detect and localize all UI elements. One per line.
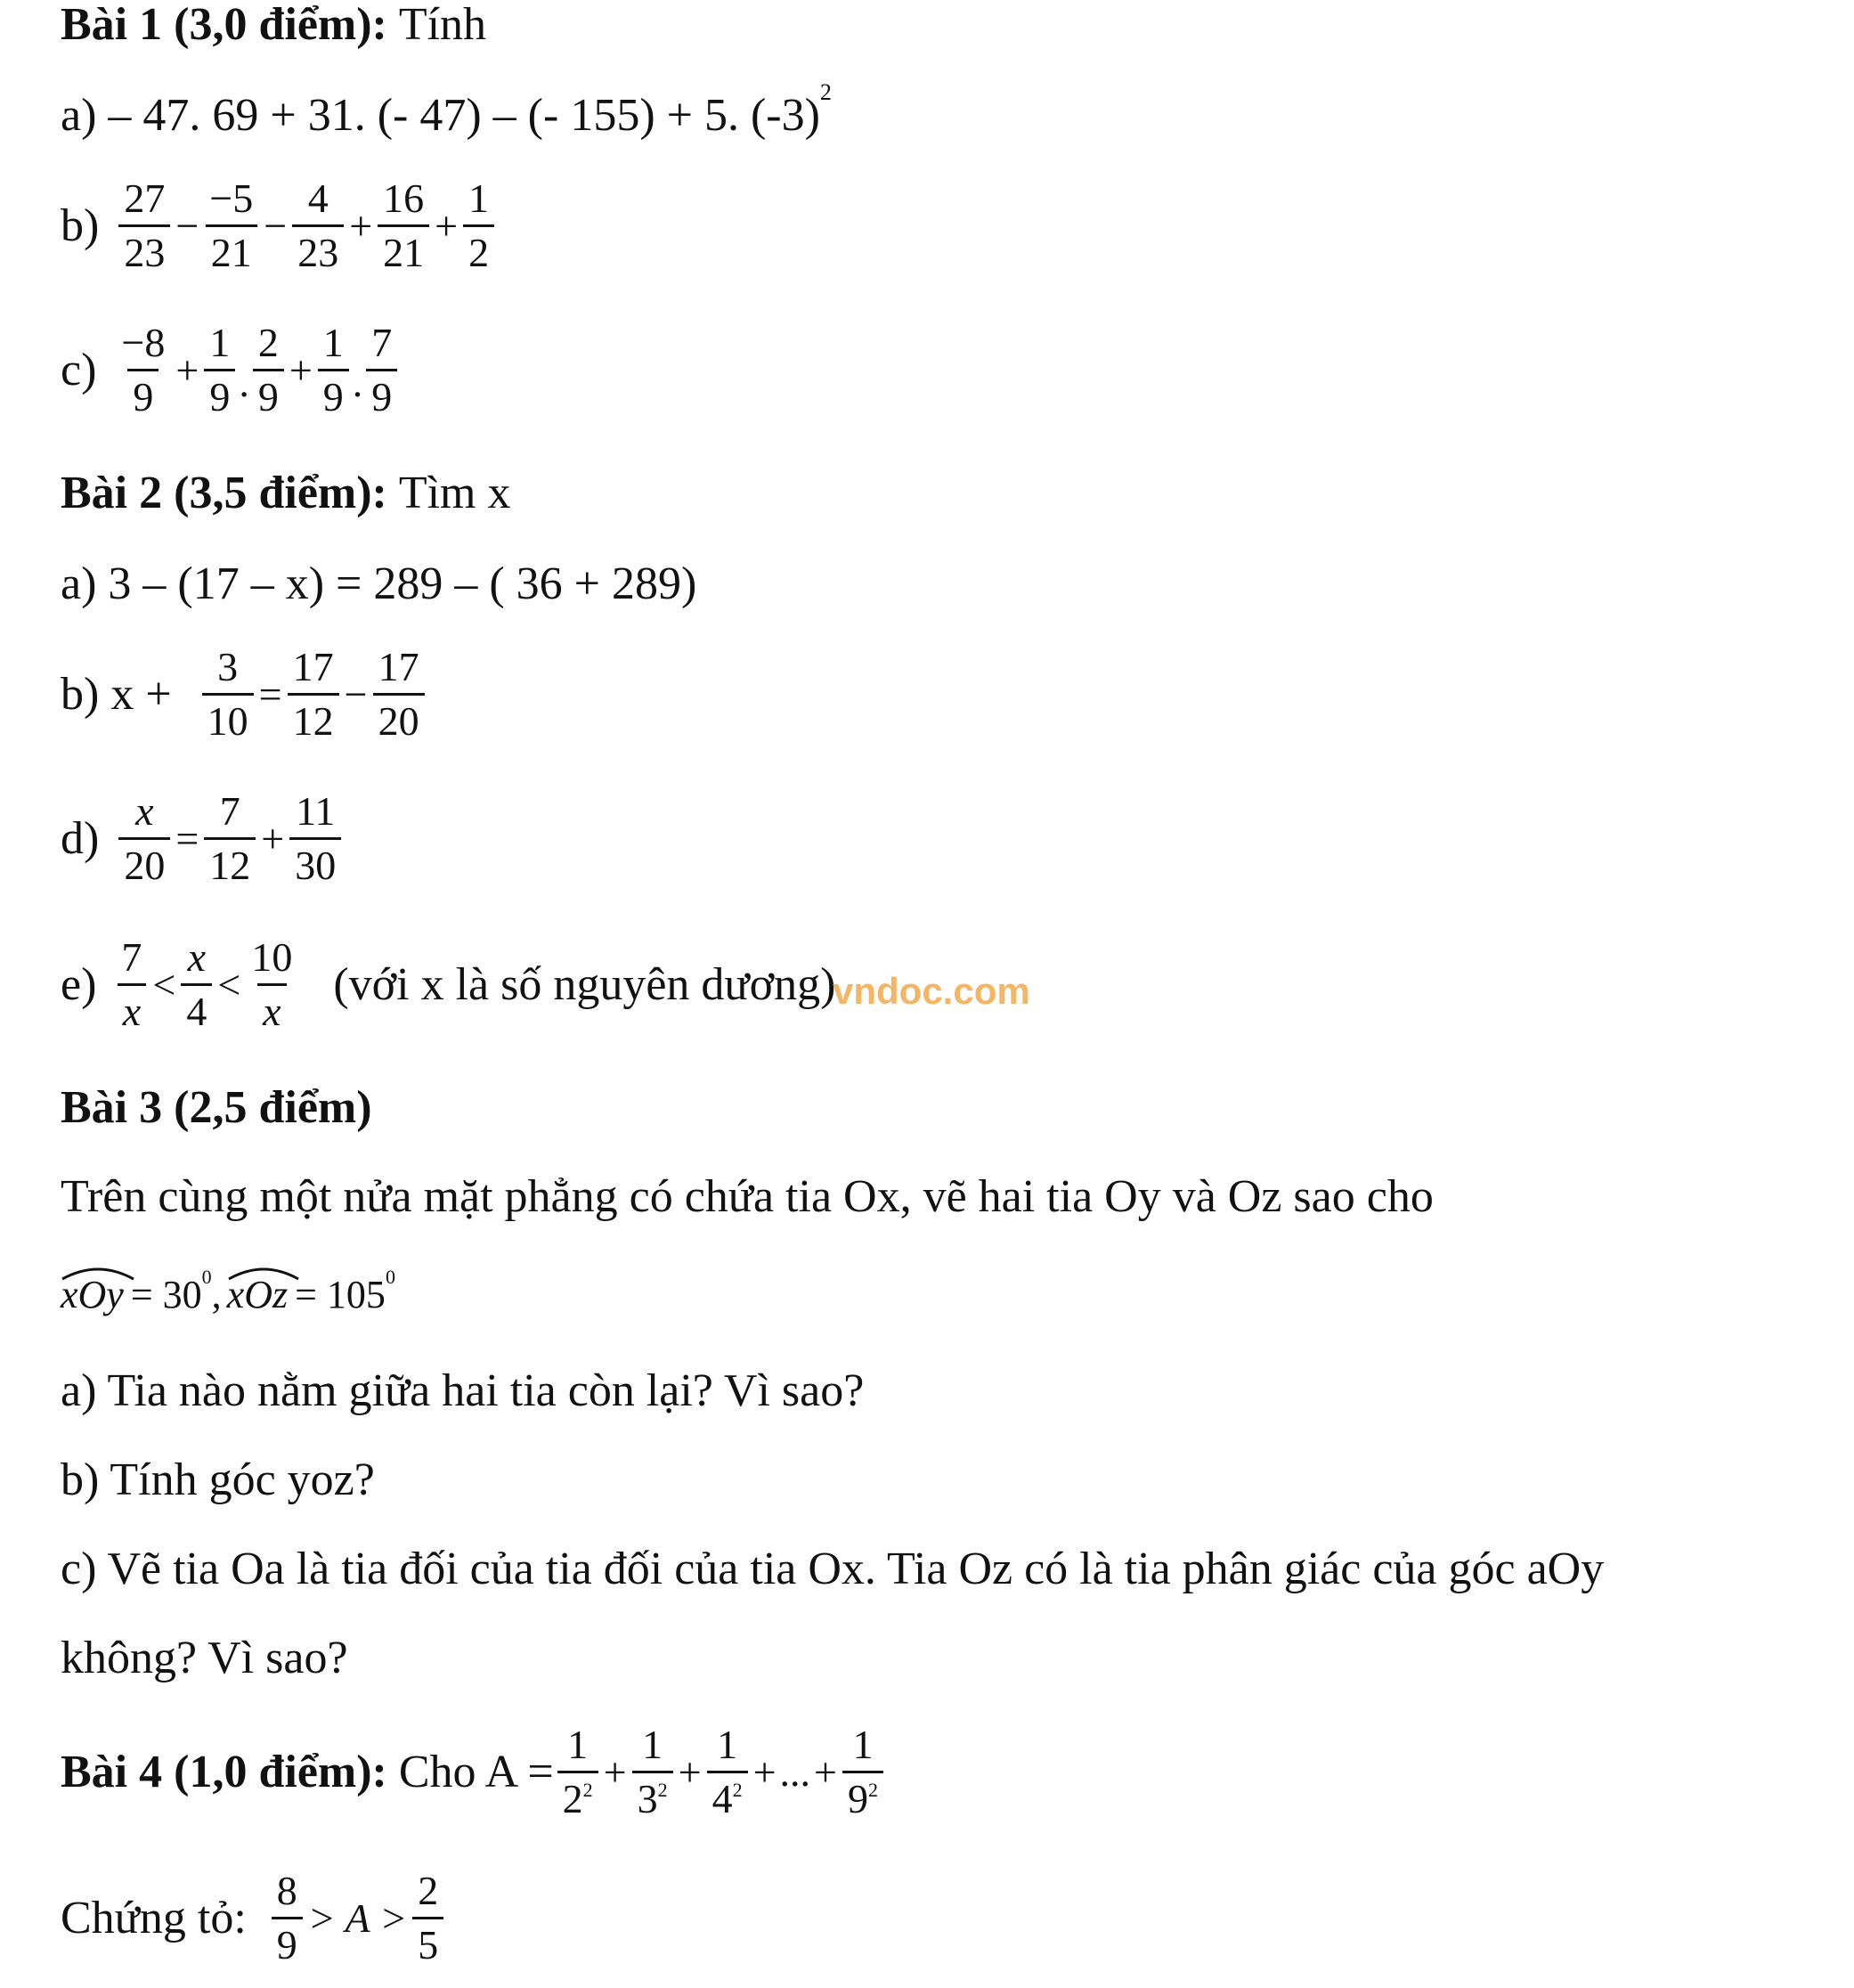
fraction: $\frac{17}{12}$ xyxy=(288,647,339,742)
operator: . xyxy=(239,359,249,405)
angle-xoz-value: = 105 xyxy=(295,1273,386,1316)
fraction: $\frac{1}{2^2}$ xyxy=(557,1724,598,1820)
operator: = xyxy=(258,671,282,717)
prove-label: Chứng tỏ: xyxy=(61,1892,247,1943)
bai2-b-prefix: x + xyxy=(110,668,172,720)
bai4-prefix: Cho A = xyxy=(398,1746,554,1797)
bai3-a: a) Tia nào nằm giữa hai tia còn lại? Vì sao? xyxy=(61,1365,865,1416)
bai1-a-label: a) xyxy=(61,90,97,141)
operator: + xyxy=(435,202,459,248)
separator: , xyxy=(211,1273,222,1316)
fraction: $\frac{11}{30}$ xyxy=(289,791,341,886)
bai4-title: Bài 4 (1,0 điểm): xyxy=(61,1746,387,1797)
operator: + xyxy=(349,202,373,248)
bai2-d-label: d) xyxy=(61,812,100,864)
operator: + xyxy=(289,346,313,393)
fraction: $\frac{-8}{9}$ xyxy=(121,320,166,420)
bai2-title: Bài 2 (3,5 điểm): xyxy=(61,468,387,518)
fraction: $\frac{1}{9}$ xyxy=(318,322,349,418)
inequality: > A > xyxy=(307,1894,408,1941)
bai1-title: Bài 1 (3,0 điểm): xyxy=(61,0,387,50)
fraction: $\frac{7}{9}$ xyxy=(366,322,397,418)
bai1-a-expr: – 47. 69 + 31. (- 47) – (- 155) + 5. (-3) xyxy=(108,90,820,141)
degree-sign: 0 xyxy=(385,1266,395,1288)
bai1-heading xyxy=(61,2,486,48)
bai2-heading xyxy=(61,470,511,517)
operator: + xyxy=(814,1748,837,1795)
fraction: $\frac{1}{2}$ xyxy=(463,178,494,273)
bai3-angles xyxy=(61,1266,395,1316)
bai2-a-label: a) xyxy=(61,558,97,609)
fraction: $\frac{1}{9^2}$ xyxy=(842,1724,883,1820)
fraction: $\frac{8}{9}$ xyxy=(272,1870,303,1966)
fraction: $\frac{10}{x}$ xyxy=(251,934,293,1034)
fraction: $\frac{x}{4}$ xyxy=(181,937,212,1032)
bai2-task: Tìm x xyxy=(398,468,511,518)
fraction: $\frac{1}{9}$ xyxy=(204,322,235,418)
fraction: $\frac{27}{23}$ xyxy=(118,178,170,273)
watermark-logo: vndoc.com xyxy=(833,970,1030,1012)
operator: − xyxy=(175,202,199,248)
fraction: $\frac{7}{12}$ xyxy=(204,791,256,886)
bai3-heading xyxy=(61,1082,372,1133)
operator: < xyxy=(217,961,241,1007)
operator: . xyxy=(352,359,363,405)
fraction: $\frac{4}{23}$ xyxy=(292,178,344,273)
bai2-d xyxy=(61,788,345,888)
degree-sign: 0 xyxy=(201,1266,212,1288)
bai1-b xyxy=(61,175,498,275)
bai1-a-exp: 2 xyxy=(819,79,832,105)
operator: + xyxy=(678,1748,702,1795)
fraction: $\frac{17}{20}$ xyxy=(373,647,425,742)
fraction: $\frac{x}{20}$ xyxy=(118,791,170,886)
bai1-a xyxy=(61,79,832,141)
bai1-c xyxy=(61,322,401,418)
bai1-c-label: c) xyxy=(61,344,97,395)
operator: = xyxy=(175,815,199,861)
operator: + xyxy=(175,346,199,393)
bai2-e xyxy=(61,934,836,1034)
bai2-e-label: e) xyxy=(61,958,97,1010)
angle-xoy: xOy xyxy=(61,1275,124,1315)
ellipsis: ... xyxy=(779,1748,811,1795)
fraction: $\frac{1}{3^2}$ xyxy=(632,1724,673,1820)
angle-xoz: xOz xyxy=(227,1275,288,1315)
bai4-heading xyxy=(61,1724,887,1820)
angle-xoy-value: = 30 xyxy=(130,1273,202,1316)
bai3-title: Bài 3 (2,5 điểm) xyxy=(61,1082,372,1133)
bai3-c-line2: không? Vì sao? xyxy=(61,1633,348,1683)
bai2-a xyxy=(61,558,697,609)
bai4-prove xyxy=(61,1870,447,1966)
fraction: $\frac{2}{5}$ xyxy=(412,1870,443,1966)
operator: + xyxy=(261,815,285,861)
bai2-b xyxy=(61,644,428,744)
operator: + xyxy=(603,1748,627,1795)
fraction: $\frac{3}{10}$ xyxy=(202,647,254,742)
operator: + xyxy=(752,1748,777,1795)
bai1-b-label: b) xyxy=(61,200,100,251)
fraction: $\frac{1}{4^2}$ xyxy=(707,1724,748,1820)
fraction: $\frac{2}{9}$ xyxy=(253,322,284,418)
bai2-e-note: (với x là số nguyên dương) xyxy=(333,958,836,1010)
fraction: $\frac{7}{x}$ xyxy=(116,937,147,1032)
fraction: $\frac{-5}{21}$ xyxy=(204,178,258,273)
bai1-task: Tính xyxy=(398,0,487,50)
bai3-b: b) Tính góc yoz? xyxy=(61,1454,375,1505)
bai2-b-label: b) xyxy=(61,668,100,720)
operator: − xyxy=(264,202,288,248)
operator: − xyxy=(344,671,368,717)
operator: < xyxy=(152,961,176,1007)
bai2-a-expr: 3 – (17 – x) = 289 – ( 36 + 289) xyxy=(108,558,697,609)
bai3-intro: Trên cùng một nửa mặt phẳng có chứa tia Ox, vẽ hai tia Oy và Oz sao cho xyxy=(61,1171,1434,1222)
fraction: $\frac{16}{21}$ xyxy=(378,178,429,273)
bai3-c-line1: c) Vẽ tia Oa là tia đối của tia đối của tia Ox. Tia Oz có là tia phân giác của góc aOy xyxy=(61,1544,1605,1594)
